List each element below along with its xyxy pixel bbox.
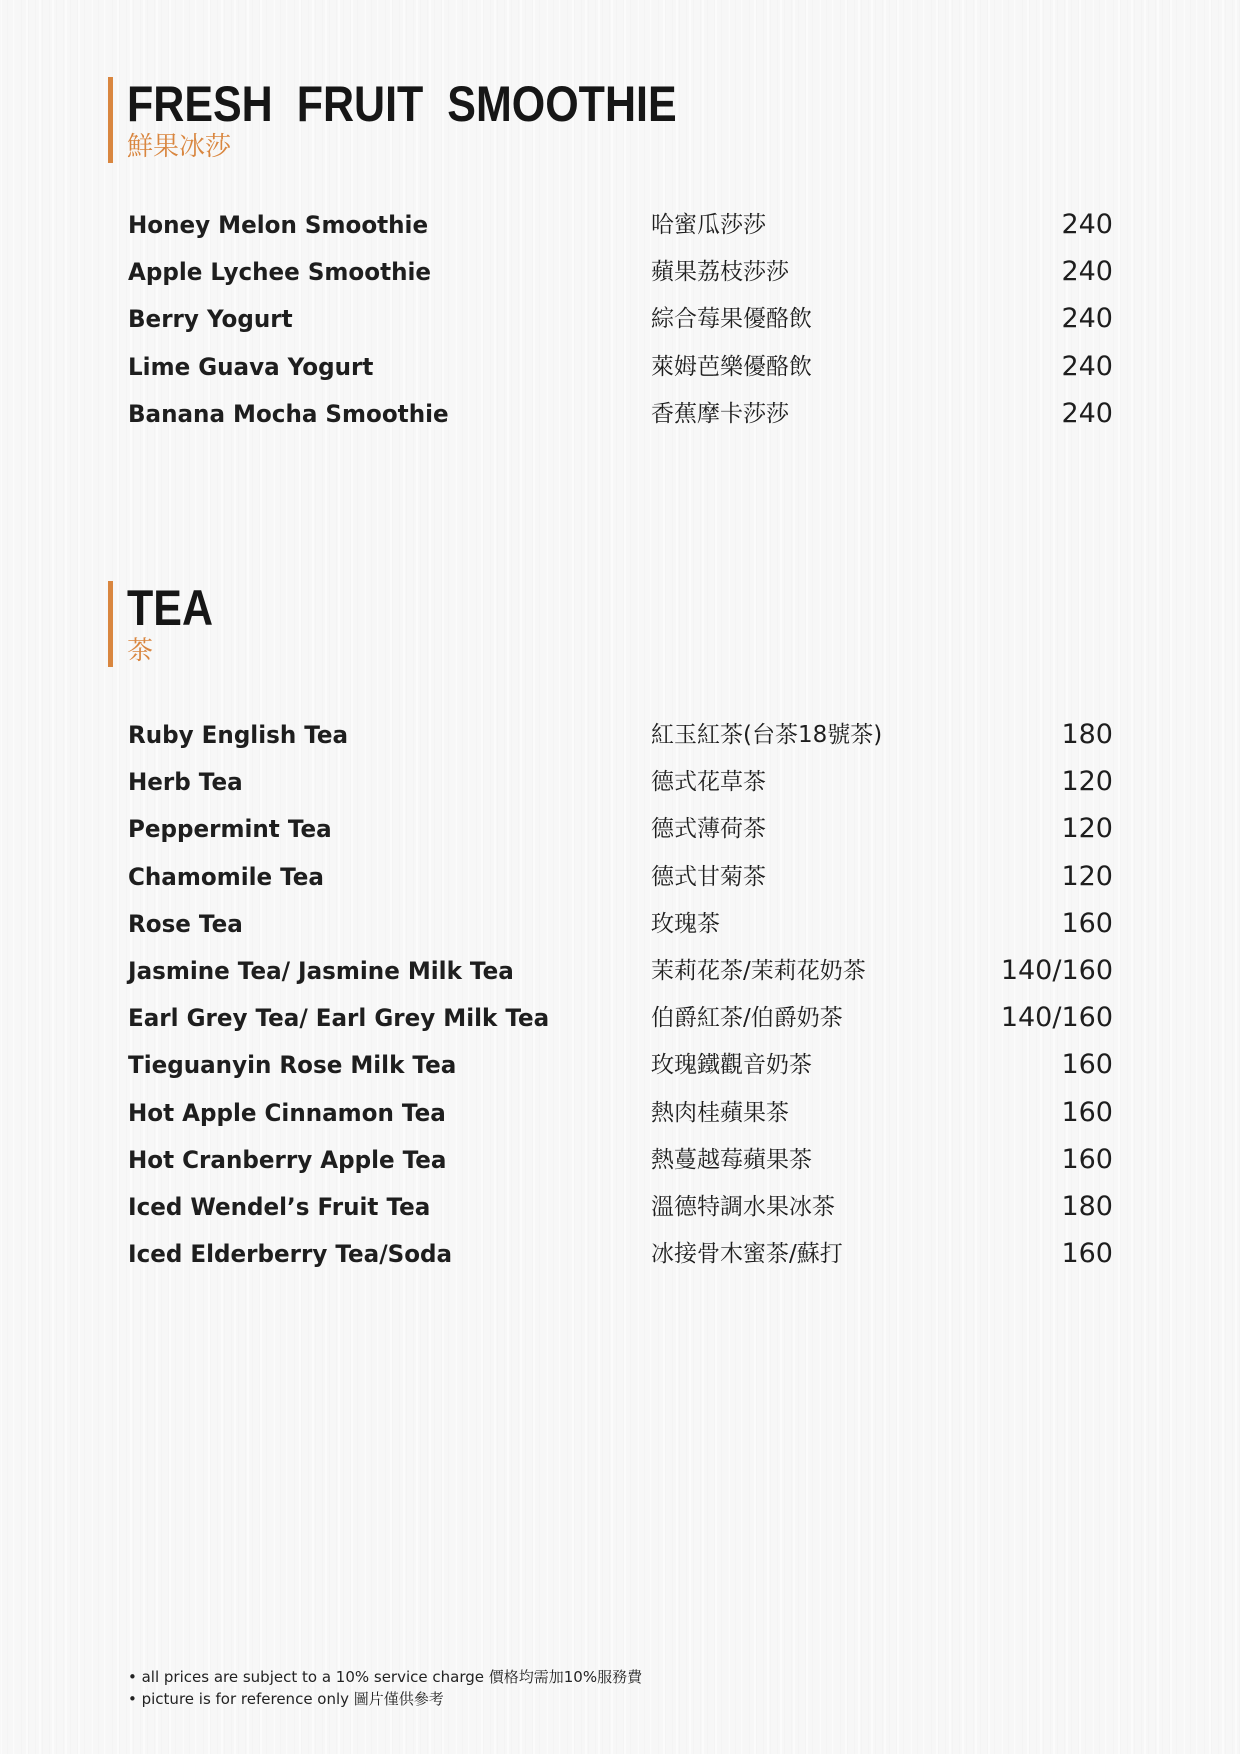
menu-item [128,1144,1113,1191]
menu-item-name-zh: 熱蔓越莓蘋果茶 [651,1146,812,1173]
menu-item-price: 240 [1061,209,1113,240]
menu-item-name-zh: 玫瑰鐵觀音奶茶 [651,1052,812,1079]
menu-item [128,908,1113,955]
menu-item-name-zh: 德式甘菊茶 [651,863,766,890]
menu-item-name-en: Chamomile Tea [128,862,324,891]
menu-item-name-en: Berry Yogurt [128,305,293,334]
menu-item [128,1097,1113,1144]
tea-section-title: TEA [127,580,213,636]
footer-notes [128,1666,642,1710]
menu-item-name-en: Iced Elderberry Tea/Soda [128,1240,453,1269]
menu-item-price: 120 [1061,813,1113,845]
service-charge-note: • all prices are subject to a 10% service charge 價格均需加10%服務費 [128,1668,643,1686]
menu-item [128,398,1113,445]
menu-item-name-zh: 蘋果荔枝莎莎 [651,259,789,286]
menu-item-name-zh: 玫瑰茶 [651,910,720,937]
menu-item [128,719,1113,766]
menu-item [128,1238,1113,1285]
menu-item-name-zh: 哈蜜瓜莎莎 [651,212,766,238]
menu-item-name-zh: 綜合莓果優酪飲 [651,306,812,333]
menu-item-name-zh: 伯爵紅茶/伯爵奶茶 [651,1005,843,1032]
tea-section-heading [108,581,227,667]
menu-item [128,303,1113,350]
smoothie-section-title: FRESH FRUIT SMOOTHIE [127,76,677,132]
menu-item [128,766,1113,813]
menu-item-price: 240 [1061,256,1113,288]
smoothie-section-subtitle: 鮮果冰莎 [127,132,232,162]
menu-item [128,1049,1113,1096]
menu-item-price: 160 [1061,1049,1113,1081]
menu-item [128,1002,1113,1049]
menu-item [128,209,1113,256]
menu-item [128,1191,1113,1238]
menu-item-name-zh: 熱肉桂蘋果茶 [651,1099,789,1126]
tea-menu-list [128,719,1113,1285]
menu-item-name-zh: 冰接骨木蜜茶/蘇打 [651,1241,843,1268]
menu-item-name-en: Jasmine Tea/ Jasmine Milk Tea [128,956,514,985]
smoothie-menu-list [128,209,1113,445]
menu-item-price: 160 [1061,1238,1113,1270]
menu-item-name-en: Honey Melon Smoothie [128,211,429,239]
menu-item-price: 160 [1061,1143,1113,1175]
picture-reference-note: • picture is for reference only 圖片僅供參考 [128,1690,444,1708]
menu-item-name-en: Herb Tea [128,768,243,797]
menu-item-price: 160 [1061,1096,1113,1128]
menu-item-price: 240 [1061,303,1113,335]
menu-item-price: 140/160 [1000,954,1113,986]
menu-item-price: 120 [1061,860,1113,892]
menu-item-name-en: Hot Apple Cinnamon Tea [128,1098,446,1127]
menu-item [128,813,1113,860]
menu-item-name-en: Iced Wendel’s Fruit Tea [128,1192,431,1221]
smoothie-section-heading [108,77,766,163]
menu-item-name-zh: 紅玉紅茶(台茶18號茶) [651,722,883,748]
menu-item-name-en: Peppermint Tea [128,815,332,844]
menu-item-price: 180 [1061,1190,1113,1222]
menu-item-name-en: Hot Cranberry Apple Tea [128,1145,447,1174]
menu-item [128,861,1113,908]
menu-item-name-zh: 德式薄荷茶 [651,816,766,843]
menu-item-name-en: Earl Grey Tea/ Earl Grey Milk Tea [128,1004,550,1033]
menu-item-price: 240 [1061,397,1113,429]
menu-item-name-en: Banana Mocha Smoothie [128,399,449,428]
menu-item-name-zh: 茉莉花茶/茉莉花奶茶 [651,957,866,984]
menu-item-price: 240 [1061,350,1113,382]
menu-item-name-en: Apple Lychee Smoothie [128,258,432,287]
menu-item-name-en: Rose Tea [128,909,243,938]
menu-item-name-zh: 萊姆芭樂優酪飲 [651,353,812,380]
menu-item [128,256,1113,303]
menu-item-name-en: Tieguanyin Rose Milk Tea [128,1051,457,1080]
tea-section-subtitle: 茶 [127,636,154,666]
menu-item-name-zh: 德式花草茶 [651,769,766,796]
menu-item [128,955,1113,1002]
menu-item-price: 160 [1061,907,1113,939]
menu-item-price: 180 [1061,719,1113,750]
menu-item-name-en: Ruby English Tea [128,721,349,749]
menu-item-name-zh: 溫德特調水果冰茶 [651,1193,835,1220]
menu-item-name-en: Lime Guava Yogurt [128,352,374,381]
menu-item [128,351,1113,398]
menu-item-price: 140/160 [1000,1002,1113,1034]
menu-item-price: 120 [1061,766,1113,798]
menu-item-name-zh: 香蕉摩卡莎莎 [651,400,789,427]
